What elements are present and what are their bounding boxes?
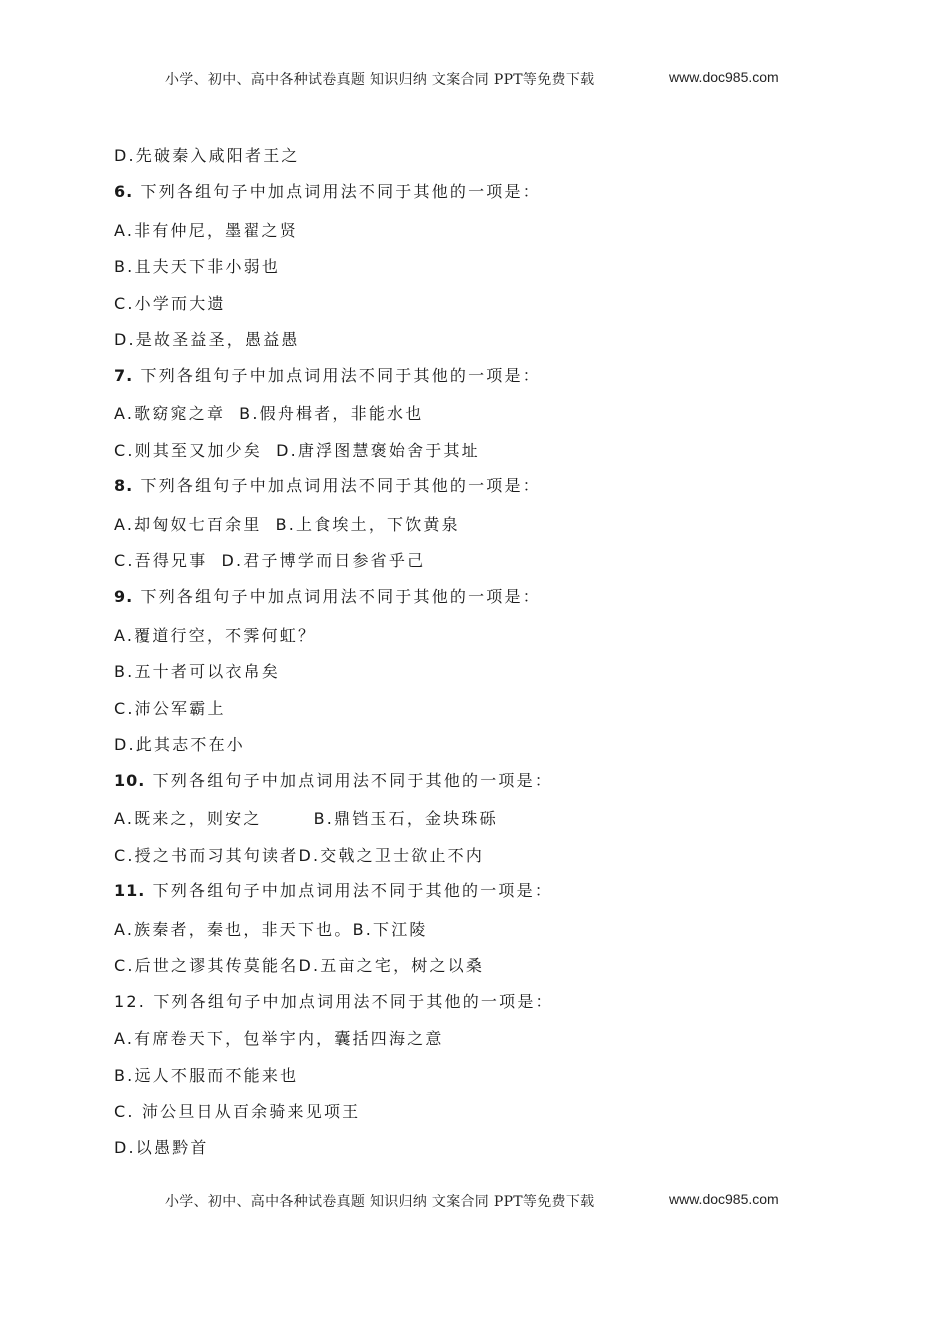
option-a: A.却匈奴七百余里 bbox=[114, 515, 262, 534]
option-c: C.则其至又加少矣 bbox=[114, 441, 263, 460]
question-12 bbox=[114, 991, 554, 1013]
question-text: 下列各组句子中加点词用法不同于其他的一项是： bbox=[133, 366, 541, 385]
option-line: D.先破秦入咸阳者王之 bbox=[114, 146, 300, 165]
option-line bbox=[114, 440, 480, 462]
page-footer bbox=[0, 1191, 950, 1213]
option-line bbox=[114, 550, 425, 572]
header-url[interactable]: www.doc985.com bbox=[669, 69, 779, 85]
question-10 bbox=[114, 770, 553, 792]
option-line: D.以愚黔首 bbox=[114, 1138, 209, 1157]
option-d: D.五亩之宅，树之以桑 bbox=[298, 956, 485, 975]
option-b: B.假舟楫者，非能水也 bbox=[239, 404, 424, 423]
question-number: 8. bbox=[114, 476, 134, 495]
question-text: 下列各组句子中加点词用法不同于其他的一项是： bbox=[146, 992, 554, 1011]
option-d: D.交戟之卫士欲止不内 bbox=[298, 846, 485, 865]
option-c: C.后世之谬其传莫能名 bbox=[114, 956, 299, 975]
option-line bbox=[114, 919, 428, 941]
option-line: D.是故圣益圣，愚益愚 bbox=[114, 330, 300, 349]
option-line: A.有席卷天下，包举宇内，囊括四海之意 bbox=[114, 1029, 444, 1048]
question-text: 下列各组句子中加点词用法不同于其他的一项是： bbox=[133, 587, 541, 606]
question-text: 下列各组句子中加点词用法不同于其他的一项是： bbox=[145, 771, 554, 790]
option-line bbox=[114, 403, 423, 425]
option-b: B.上食埃土，下饮黄泉 bbox=[275, 515, 460, 534]
option-line bbox=[114, 808, 498, 830]
option-a: A.歌窈窕之章 bbox=[114, 404, 226, 423]
option-line: C. 沛公旦日从百余骑来见项王 bbox=[114, 1102, 361, 1121]
option-b: B.下江陵 bbox=[352, 920, 428, 939]
option-line: D.此其志不在小 bbox=[114, 735, 246, 754]
question-text: 下列各组句子中加点词用法不同于其他的一项是： bbox=[145, 881, 554, 900]
question-6 bbox=[114, 181, 541, 203]
option-a: A.族秦者，秦也，非天下也。 bbox=[114, 920, 353, 939]
footer-text: 小学、初中、高中各种试卷真题 知识归纳 文案合同 PPT等免费下载 bbox=[165, 1194, 595, 1210]
option-c: C.授之书而习其句读者 bbox=[114, 846, 299, 865]
option-line: B.且夫天下非小弱也 bbox=[114, 257, 281, 276]
question-number: 10. bbox=[114, 771, 146, 790]
question-text: 下列各组句子中加点词用法不同于其他的一项是： bbox=[133, 476, 541, 495]
option-line: A.覆道行空，不霁何虹？ bbox=[114, 626, 317, 645]
option-d: D.君子博学而日参省乎己 bbox=[221, 551, 426, 570]
option-line: A.非有仲尼，墨翟之贤 bbox=[114, 221, 298, 240]
option-line: C.小学而大遗 bbox=[114, 294, 226, 313]
question-number: 11. bbox=[114, 881, 146, 900]
option-line: B.五十者可以衣帛矣 bbox=[114, 662, 281, 681]
option-c: C.吾得兄事 bbox=[114, 551, 208, 570]
option-line: B.远人不服而不能来也 bbox=[114, 1066, 299, 1085]
option-line bbox=[114, 514, 460, 536]
option-b: B.鼎铛玉石，金块珠砾 bbox=[313, 809, 498, 828]
question-number: 6. bbox=[114, 182, 134, 201]
header-text: 小学、初中、高中各种试卷真题 知识归纳 文案合同 PPT等免费下载 bbox=[165, 72, 595, 88]
option-line bbox=[114, 955, 484, 977]
question-text: 下列各组句子中加点词用法不同于其他的一项是： bbox=[133, 182, 541, 201]
page-header bbox=[0, 69, 950, 91]
question-number: 12. bbox=[114, 992, 147, 1011]
question-8 bbox=[114, 475, 541, 497]
option-d: D.唐浮图慧褒始舍于其址 bbox=[276, 441, 480, 460]
question-number: 9. bbox=[114, 587, 134, 606]
question-number: 7. bbox=[114, 366, 134, 385]
option-line: C.沛公军霸上 bbox=[114, 699, 226, 718]
question-7 bbox=[114, 365, 541, 387]
footer-url[interactable]: www.doc985.com bbox=[669, 1191, 779, 1207]
question-9 bbox=[114, 586, 541, 608]
question-11 bbox=[114, 880, 553, 902]
option-line bbox=[114, 845, 484, 867]
option-a: A.既来之，则安之 bbox=[114, 809, 262, 828]
